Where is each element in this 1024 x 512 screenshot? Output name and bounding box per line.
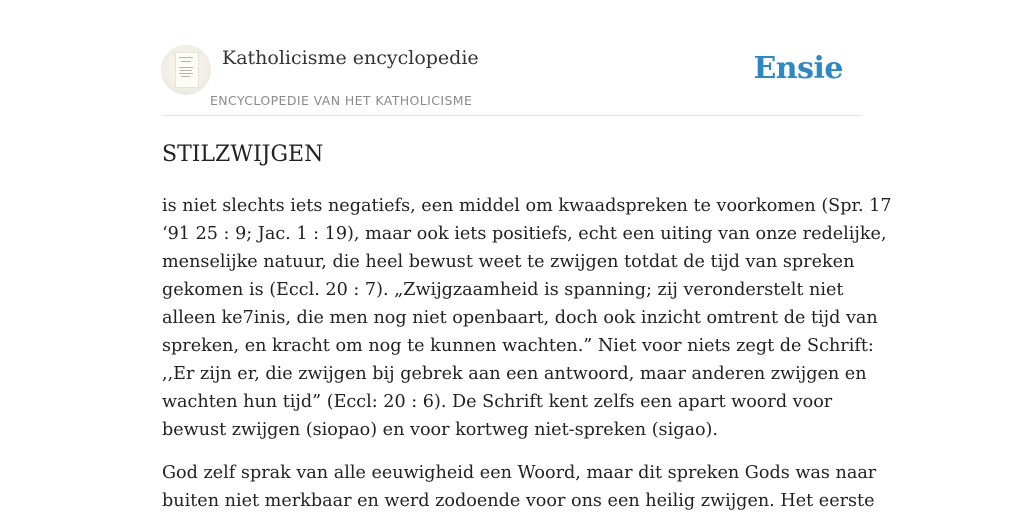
paragraph-line: spreken, en kracht om nog te kunnen wachten.” Niet voor niets zegt de Schrift:: [162, 336, 874, 356]
paragraph-line: alleen ke7inis, die men nog niet openbaart, doch ook inzicht omtrent de tijd van: [162, 308, 878, 328]
paragraph-spacer: [162, 444, 862, 459]
book-cover-icon: [175, 52, 199, 88]
header-divider: [162, 115, 862, 116]
encyclopedia-logo-icon[interactable]: [162, 46, 210, 94]
paragraph-line: gekomen is (Eccl. 20 : 7). „Zwijgzaamheid is spanning; zij veronderstelt niet: [162, 280, 844, 300]
entry-content: [162, 192, 892, 512]
paragraph-line: bewust zwijgen (siopao) en voor kortweg niet-spreken (sigao).: [162, 420, 719, 440]
page: [162, 0, 892, 512]
paragraph: [162, 192, 892, 444]
site-subtitle[interactable]: ENCYCLOPEDIE VAN HET KATHOLICISME: [210, 93, 473, 108]
paragraph-line: ,,Er zijn er, die zwijgen bij gebrek aan een antwoord, maar anderen zwijgen en: [162, 364, 867, 384]
entry-title: STILZWIJGEN: [162, 142, 324, 167]
paragraph: [162, 459, 877, 512]
paragraph-line: wachten hun tijd” (Eccl: 20 : 6). De Schrift kent zelfs een apart woord voor: [162, 392, 833, 412]
paragraph-line: buiten niet merkbaar en werd zodoende voor ons een heilig zwijgen. Het eerste: [162, 491, 875, 511]
paragraph-line: is niet slechts iets negatiefs, een middel om kwaadspreken te voorkomen (Spr. 17: [162, 196, 892, 216]
ensie-brand-logo[interactable]: Ensie: [753, 51, 843, 86]
paragraph-line: ‘91 25 : 9; Jac. 1 : 19), maar ook iets positiefs, echt een uiting van onze redelijke,: [162, 224, 887, 244]
paragraph-line: menselijke natuur, die heel bewust weet te zwijgen totdat de tijd van spreken: [162, 252, 855, 272]
paragraph-line: God zelf sprak van alle eeuwigheid een Woord, maar dit spreken Gods was naar: [162, 463, 877, 483]
site-title[interactable]: Katholicisme encyclopedie: [222, 47, 479, 69]
